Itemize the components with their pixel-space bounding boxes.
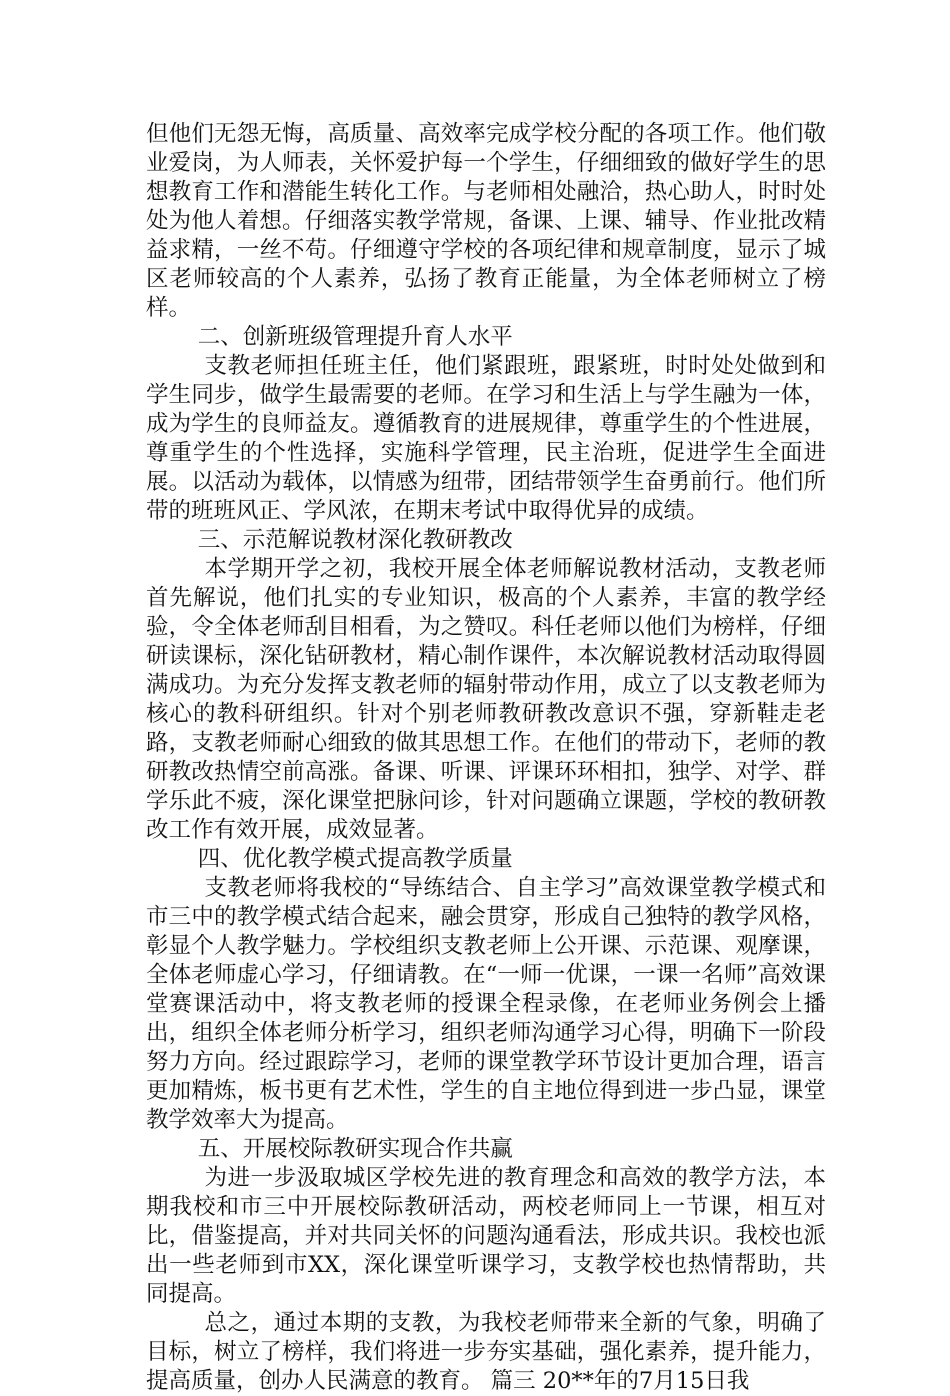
section-heading-5: 五、开展校际教研实现合作共赢 <box>197 1136 513 1162</box>
paragraph-summary: 总之，通过本期的支教，为我校老师带来全新的气象，明确了目标，树立了榜样，我们将进一步夯实基础，强化素养，提升能力，提高质量，创办人民满意的教育。 篇三 20**年的7月15日我 <box>146 1310 826 1394</box>
paragraph-inter-school-research: 为进一步汲取城区学校先进的教育理念和高效的教学方法，本期我校和市三中开展校际教研活动，两校老师同上一节课，相互对比，借鉴提高，并对共同关怀的问题沟通看法，形成共识。我校也派出一些老师到市XX，深化课堂听课学习，支教学校也热情帮助，共同提高。 <box>146 1165 826 1307</box>
paragraph-teaching-mode: 支教老师将我校的“导练结合、自主学习”高效课堂教学模式和市三中的教学模式结合起来，融会贯穿，形成自己独特的教学风格，彰显个人教学魅力。学校组织支教老师上公开课、示范课、观摩课，全体老师虚心学习，仔细请教。在“一师一优课，一课一名师”高效课堂赛课活动中，将支教老师的授课全程录像，在老师业务例会上播出，组织全体老师分析学习，组织老师沟通学习心得，明确下一阶段努力方向。经过跟踪学习，老师的课堂教学环节设计更加合理，语言更加精炼，板书更有艺术性，学生的自主地位得到进一步凸显，课堂教学效率大为提高。 <box>146 875 826 1133</box>
section-heading-3: 三、示范解说教材深化教研教改 <box>197 527 513 553</box>
section-heading-2: 二、创新班级管理提升育人水平 <box>197 324 513 350</box>
document-body <box>146 120 826 1396</box>
paragraph-class-management: 支教老师担任班主任，他们紧跟班，跟紧班，时时处处做到和学生同步，做学生最需要的老师。在学习和生活上与学生融为一体，成为学生的良师益友。遵循教育的进展规律，尊重学生的个性进展，尊重学生的个性选择，实施科学管理，民主治班，促进学生全面进展。以活动为载体，以情感为纽带，团结带领学生奋勇前行。他们所带的班班风正、学风浓，在期末考试中取得优异的成绩。 <box>146 353 826 524</box>
section-heading-4: 四、优化教学模式提高教学质量 <box>197 846 513 872</box>
paragraph-textbook-explanation: 本学期开学之初，我校开展全体老师解说教材活动，支教老师首先解说，他们扎实的专业知识，极高的个人素养，丰富的教学经验，令全体老师刮目相看，为之赞叹。科任老师以他们为榜样，仔细研读课标，深化钻研教材，精心制作课件，本次解说教材活动取得圆满成功。为充分发挥支教老师的辐射带动作用，成立了以支教老师为核心的教科研组织。针对个别老师教研教改意识不强，穿新鞋走老路，支教老师耐心细致的做其思想工作。在他们的带动下，老师的教研教改热情空前高涨。备课、听课、评课环环相扣，独学、对学、群学乐此不疲，深化课堂把脉问诊，针对问题确立课题，学校的教研教改工作有效开展，成效显著。 <box>146 556 826 843</box>
paragraph-continued: 但他们无怨无悔，高质量、高效率完成学校分配的各项工作。他们敬业爱岗，为人师表，关怀爱护每一个学生，仔细细致的做好学生的思想教育工作和潜能生转化工作。与老师相处融洽，热心助人，时时处处为他人着想。仔细落实教学常规，备课、上课、辅导、作业批改精益求精，一丝不苟。仔细遵守学校的各项纪律和规章制度，显示了城区老师较高的个人素养，弘扬了教育正能量，为全体老师树立了榜样。 <box>146 121 826 321</box>
